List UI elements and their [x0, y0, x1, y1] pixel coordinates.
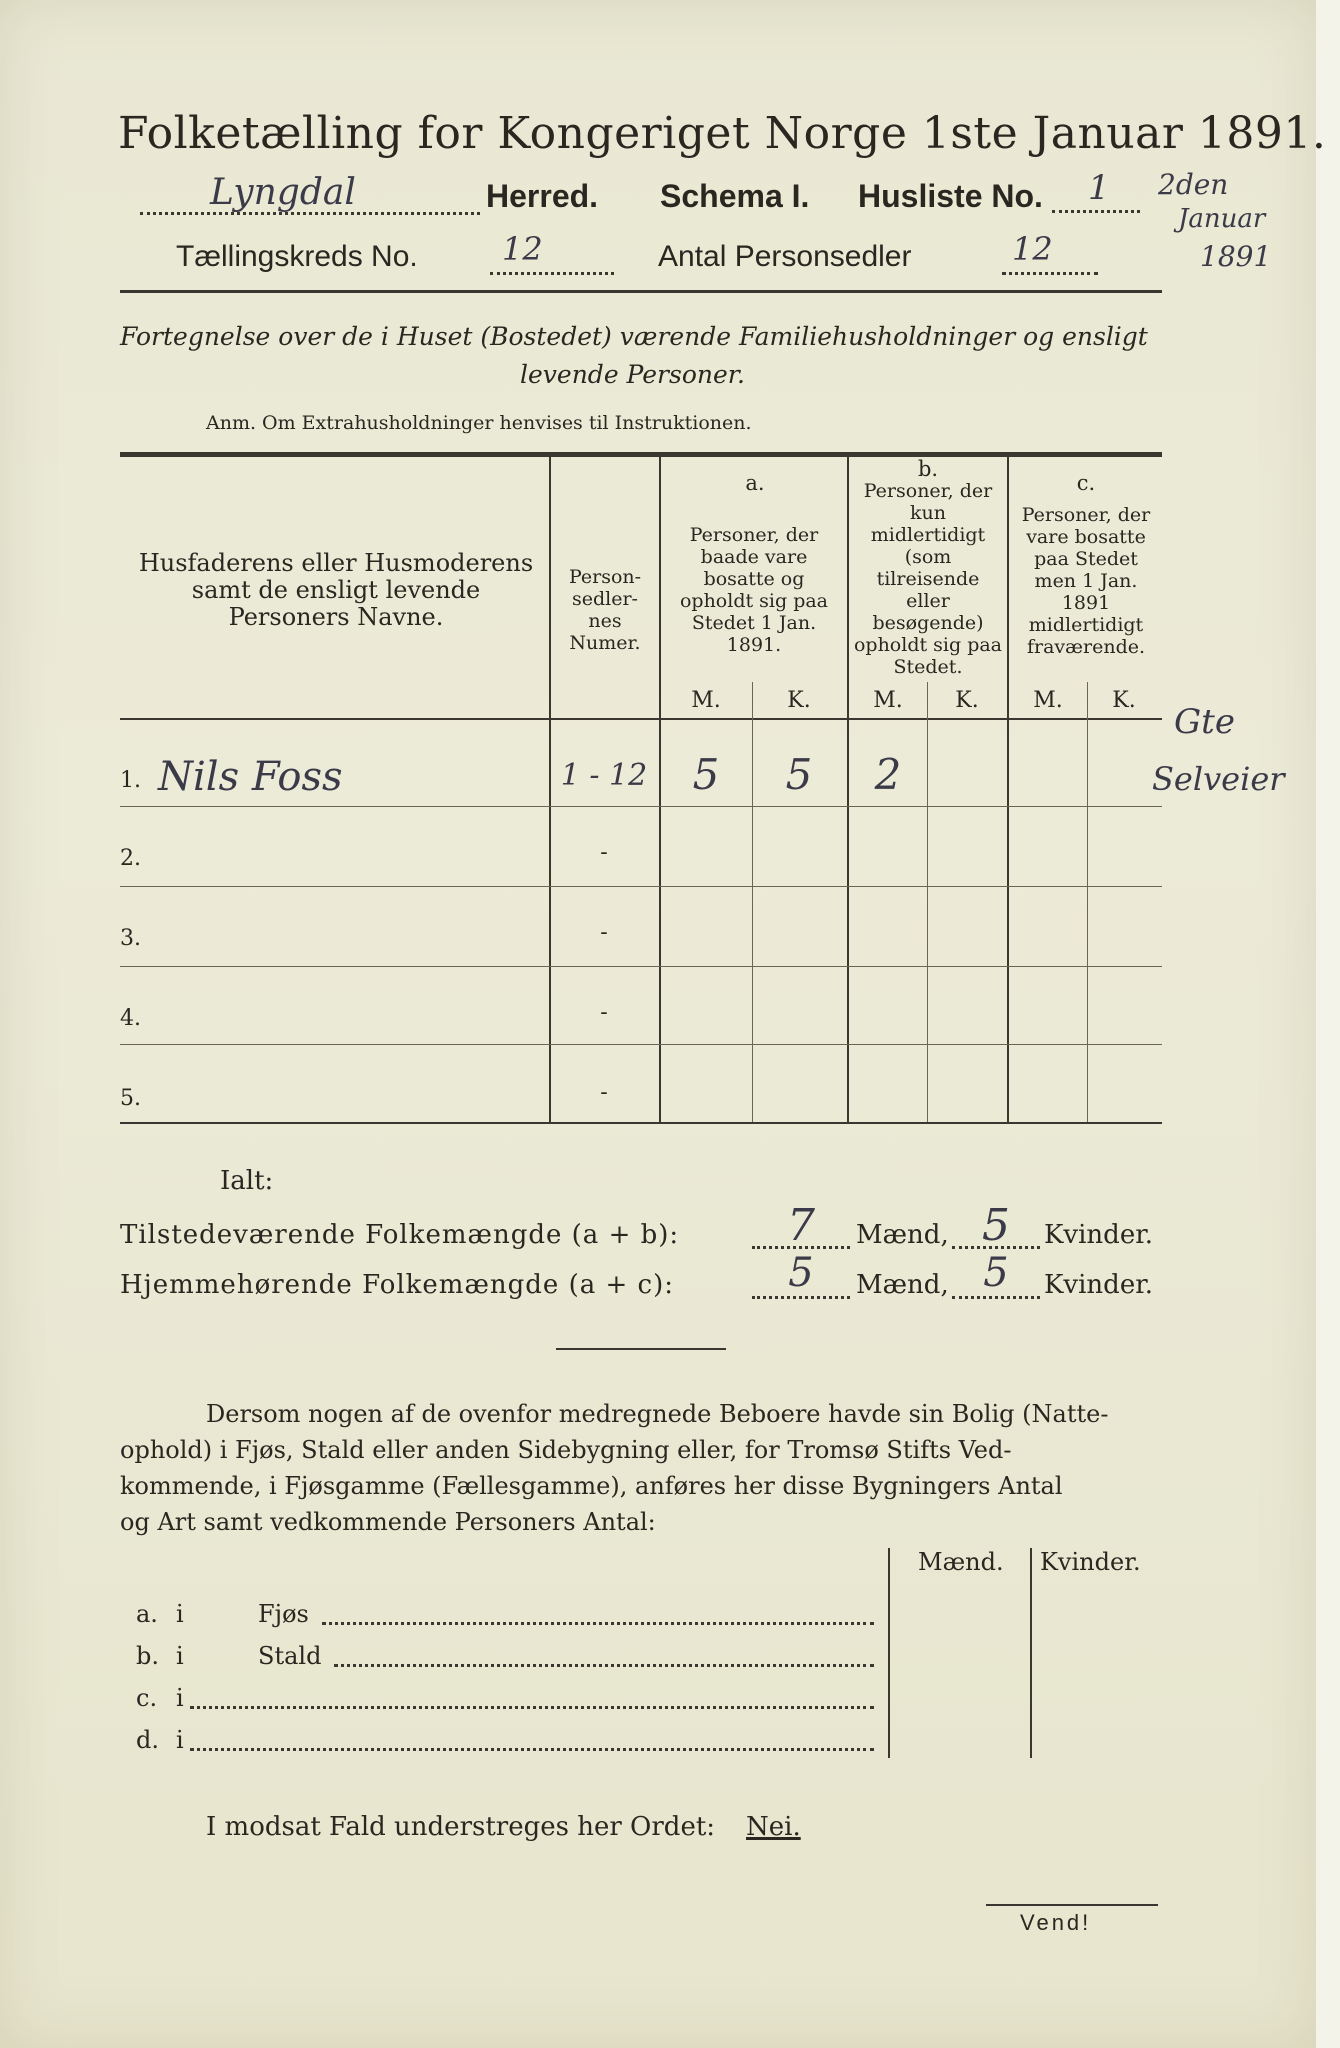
vend-rule — [986, 1904, 1158, 1906]
tilstede-maend: Mænd, — [856, 1220, 949, 1250]
antal-label: Antal Personsedler — [658, 240, 912, 273]
col-divider-mk — [927, 682, 928, 1122]
building-field — [190, 1744, 874, 1751]
col-name-header: Husfaderens eller Husmoderens samt de ensligt levende Personers Navne. — [138, 549, 534, 631]
col-c-m: M. — [1033, 688, 1063, 713]
hjemme-kvinder: Kvinder. — [1044, 1270, 1154, 1300]
building-field — [322, 1618, 874, 1625]
row-a-m: 5 — [692, 750, 720, 799]
col-divider — [549, 456, 551, 1122]
col-a-header: Personer, der baade vare bosatte og opholdt sig paa Stedet 1 Jan. 1891. — [679, 524, 829, 656]
col-a-letter: a. — [745, 471, 765, 495]
anm-note: Anm. Om Extrahusholdninger henvises til Instruktionen. — [206, 412, 752, 434]
row-number: 4. — [120, 1006, 141, 1031]
side-note-1: Gte — [1174, 702, 1235, 742]
tilstede-label: Tilstedeværende Folkemængde (a + b): — [120, 1220, 680, 1250]
building-letter: a. — [136, 1600, 158, 1628]
building-label: Stald — [258, 1642, 322, 1670]
page-edge — [1316, 0, 1340, 2048]
row-separator — [120, 886, 1162, 887]
col-a-m: M. — [691, 688, 721, 713]
row-number: 5. — [120, 1086, 141, 1111]
building-letter: c. — [136, 1684, 158, 1712]
building-field — [334, 1660, 874, 1667]
nei-word: Nei. — [746, 1812, 801, 1842]
intro-line-1: Fortegnelse over de i Huset (Bostedet) værende Familiehusholdninger og ensligt — [120, 322, 1148, 351]
building-letter: d. — [136, 1726, 159, 1754]
row-num: - — [600, 1000, 608, 1025]
row-b-m: 2 — [874, 750, 902, 799]
col-b-k: K. — [955, 688, 979, 713]
col-b-m: M. — [873, 688, 903, 713]
building-field — [190, 1702, 874, 1709]
intro-line-2: levende Personer. — [520, 360, 745, 389]
herred-label: Herred. — [486, 178, 599, 214]
side-note-2: Selveier — [1152, 760, 1285, 798]
row-separator — [120, 806, 1162, 807]
row-num: - — [600, 840, 608, 865]
col-b-header: Personer, der kun midlertidigt (som tilreisende eller besøgende) opholdt sig paa Stedet. — [853, 480, 1003, 678]
tilstede-kvinder: Kvinder. — [1044, 1220, 1154, 1250]
buildings-para-2: ophold) i Fjøs, Stald eller anden Sidebygning eller, for Tromsø Stifts Ved- — [120, 1436, 1012, 1464]
row-a-k: 5 — [785, 750, 813, 799]
kreds-label: Tællingskreds No. — [176, 240, 418, 273]
col-divider — [1007, 456, 1009, 1122]
col-divider — [847, 456, 849, 1122]
col-divider-mk — [752, 682, 753, 1122]
herred-value: Lyngdal — [210, 172, 356, 213]
vend-text: Vend! — [1020, 1910, 1092, 1935]
building-letter: b. — [136, 1642, 159, 1670]
building-i: i — [176, 1600, 184, 1628]
col-a-k: K. — [787, 688, 811, 713]
col-divider — [659, 456, 661, 1122]
ialt-label: Ialt: — [220, 1166, 274, 1196]
buildings-para-1: Dersom nogen af de ovenfor medregnede Beboere havde sin Bolig (Natte- — [206, 1400, 1109, 1428]
form-title: Folketælling for Kongeriget Norge 1ste Januar 1891. — [118, 108, 1327, 159]
row-num: - — [600, 1080, 608, 1105]
col-divider-mk — [1087, 682, 1088, 1122]
building-i: i — [176, 1642, 184, 1670]
buildings-para-4: og Art samt vedkommende Personers Antal: — [120, 1508, 656, 1536]
col-c-header: Personer, der vare bosatte paa Stedet men 1 Jan. 1891 midlertidigt fraværende. — [1021, 504, 1151, 658]
table-header-rule — [120, 718, 1162, 720]
buildings-kvinder-header: Kvinder. — [1040, 1548, 1141, 1576]
husliste-value: 1 — [1088, 168, 1110, 208]
tilstede-k: 5 — [982, 1200, 1010, 1251]
schema-label: Schema I. — [660, 178, 810, 214]
row-num: 1 - 12 — [560, 758, 648, 793]
hjemme-maend: Mænd, — [856, 1270, 949, 1300]
row-number: 3. — [120, 926, 141, 951]
building-i: i — [176, 1726, 184, 1754]
col-c-k: K. — [1112, 688, 1136, 713]
hjemme-label: Hjemmehørende Folkemængde (a + c): — [120, 1270, 674, 1300]
kreds-value: 12 — [502, 230, 543, 268]
buildings-col-divider — [1030, 1548, 1032, 1758]
table-bottom-rule — [120, 1122, 1162, 1124]
row-separator — [120, 1044, 1162, 1045]
section-divider — [556, 1348, 726, 1350]
husliste-label: Husliste No. — [858, 178, 1043, 214]
building-label: Fjøs — [258, 1600, 309, 1628]
col-b-letter: b. — [917, 457, 939, 481]
hjemme-m: 5 — [788, 1250, 814, 1296]
table-top-rule — [120, 452, 1162, 457]
date-note-2: Januar — [1178, 204, 1266, 234]
row-number: 2. — [120, 846, 141, 871]
buildings-col-divider — [888, 1548, 890, 1758]
building-i: i — [176, 1684, 184, 1712]
col-num-header: Person-sedler-nes Numer. — [568, 566, 642, 654]
buildings-para-3: kommende, i Fjøsgamme (Fællesgamme), anføres her disse Bygningers Antal — [120, 1472, 1063, 1500]
antal-value: 12 — [1012, 230, 1053, 268]
row-name: Nils Foss — [158, 754, 343, 800]
date-note-3: 1891 — [1200, 240, 1272, 273]
row-number: 1. — [120, 768, 141, 793]
tilstede-m: 7 — [787, 1200, 815, 1251]
hjemme-k: 5 — [983, 1250, 1009, 1296]
col-c-letter: c. — [1076, 471, 1096, 495]
row-num: - — [600, 920, 608, 945]
row-separator — [120, 966, 1162, 967]
buildings-maend-header: Mænd. — [918, 1548, 1004, 1576]
date-note-1: 2den — [1158, 168, 1229, 201]
header-rule — [120, 290, 1162, 293]
modsat-text: I modsat Fald understreges her Ordet: — [206, 1812, 716, 1842]
